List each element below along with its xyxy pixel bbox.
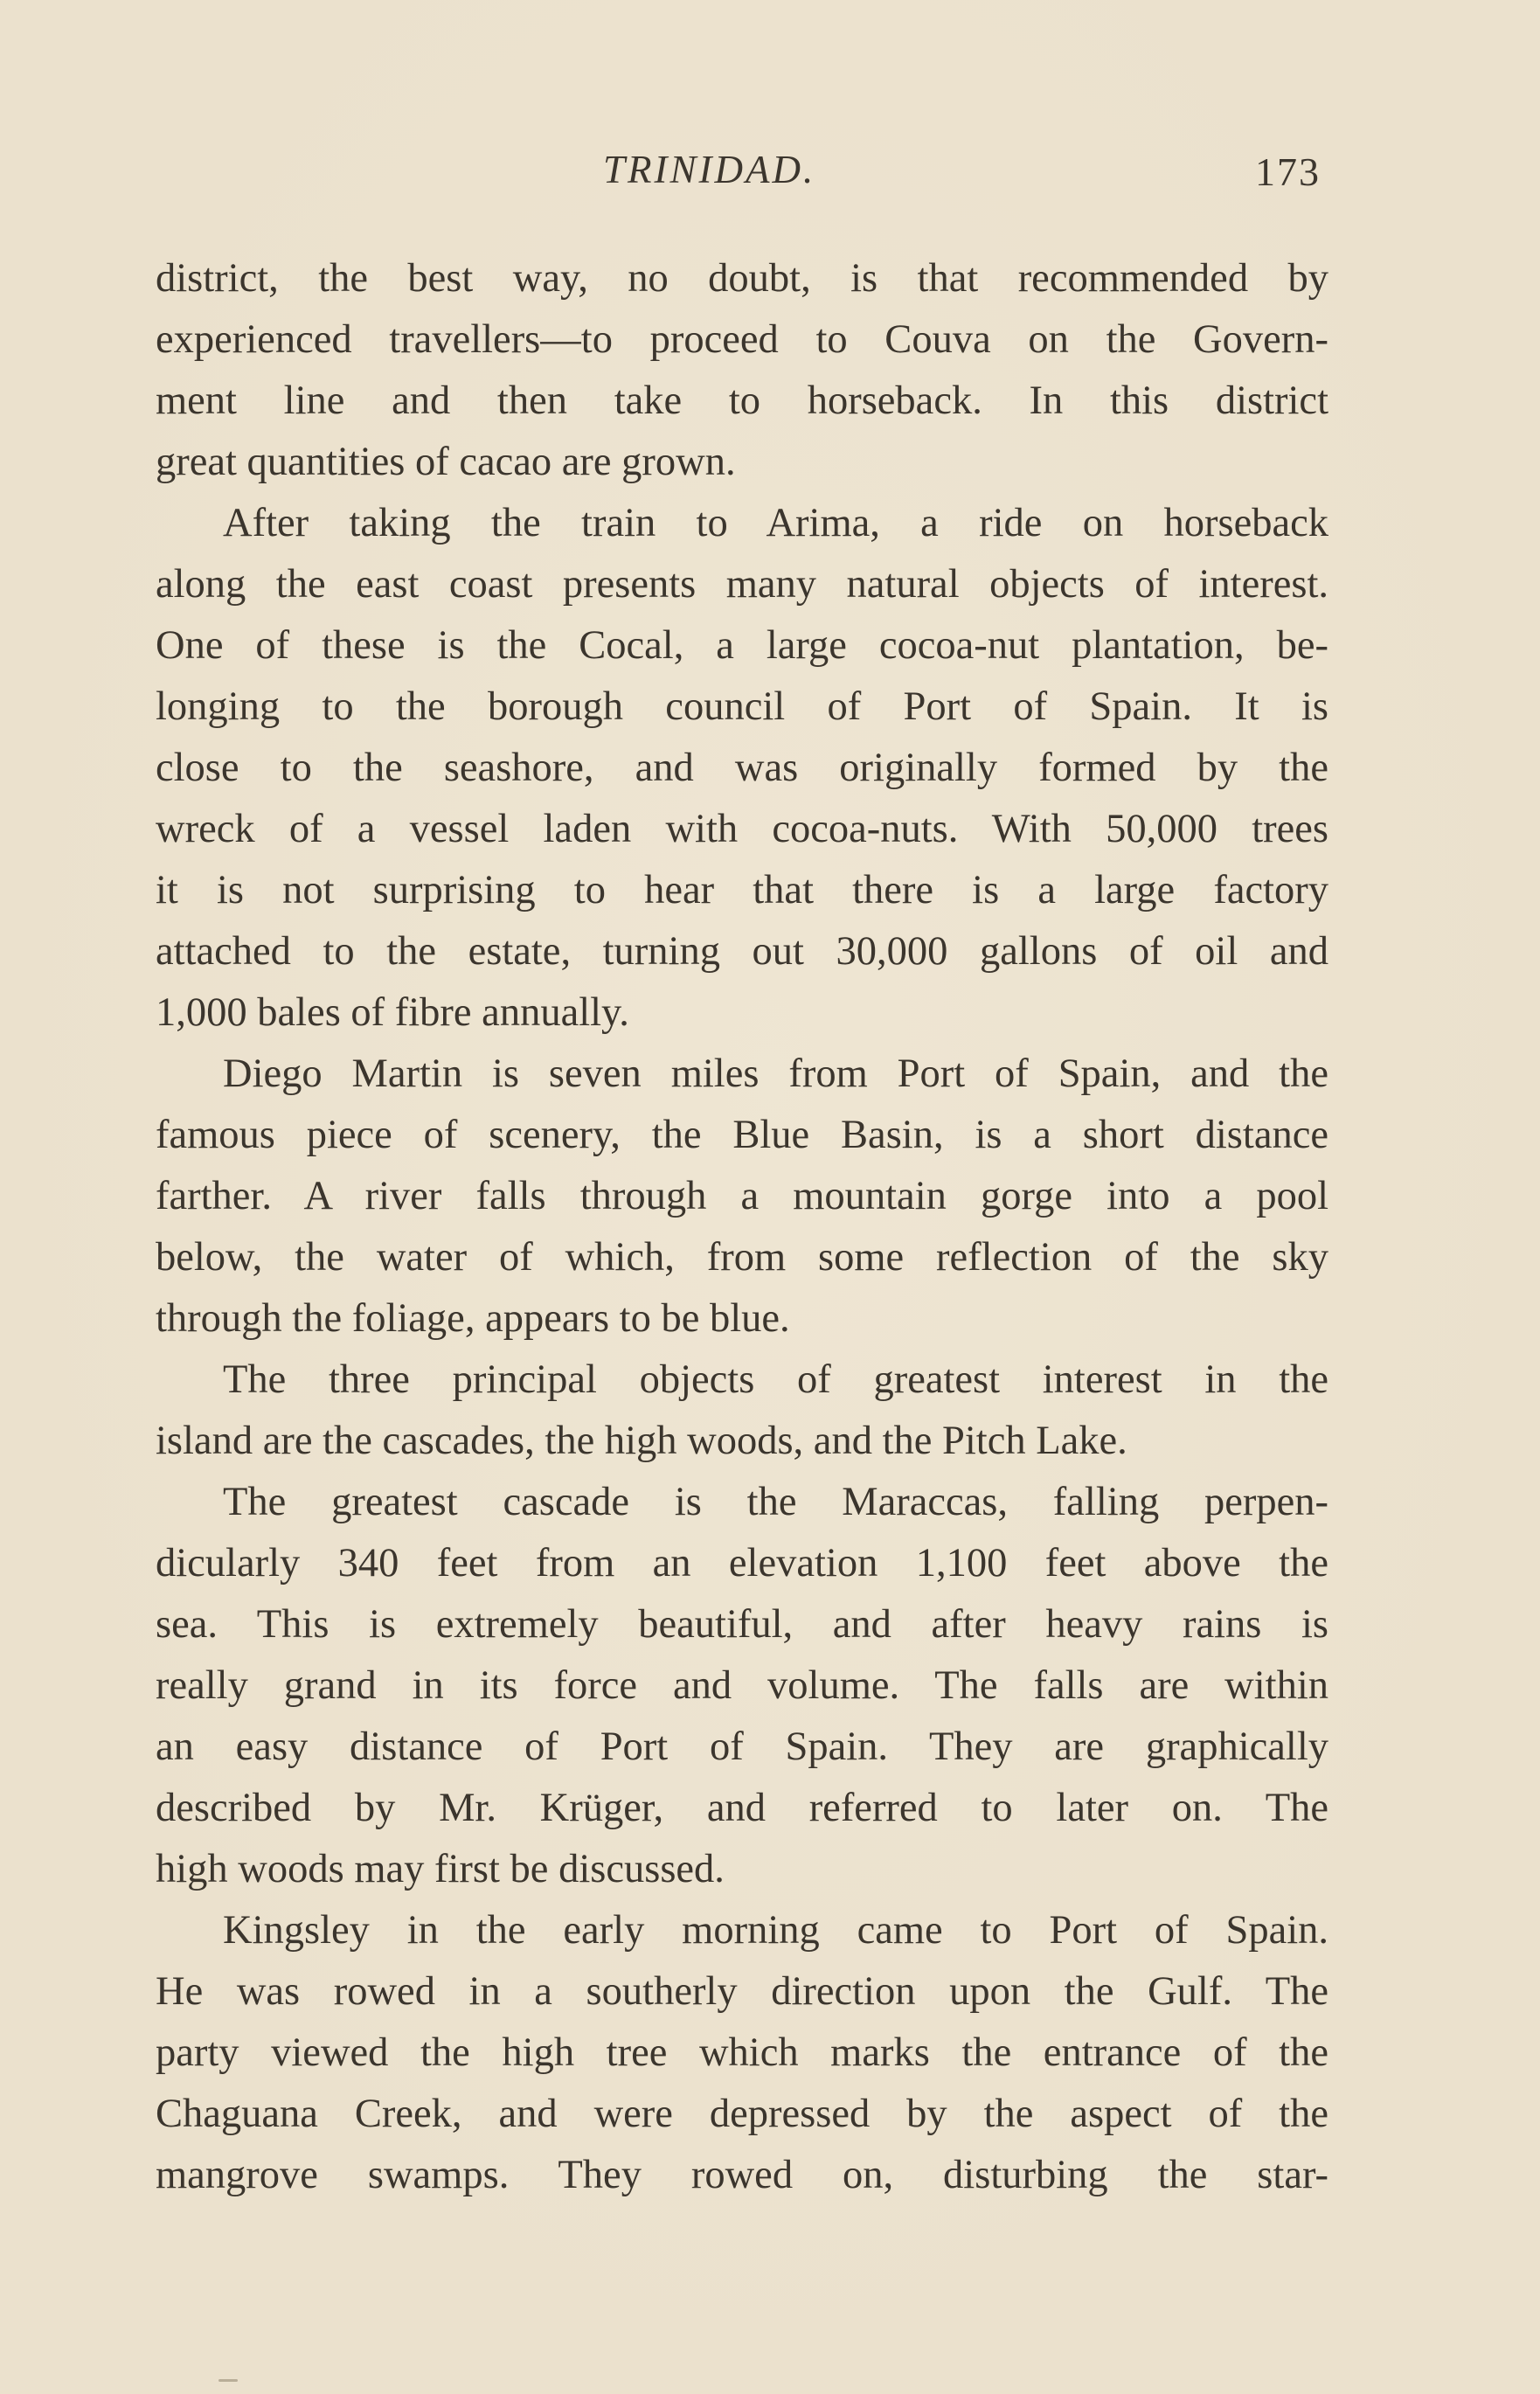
text-line: party viewed the high tree which marks the entrance of the [156,2030,1328,2075]
paper-speck [219,2379,238,2382]
text-line: One of these is the Cocal, a large cocoa-nut plantation, be- [156,623,1328,668]
text-line: described by Mr. Krüger, and referred to later on. The [156,1786,1328,1830]
text-line: Chaguana Creek, and were depressed by the aspect of the [156,2092,1328,2136]
text-line: close to the seashore, and was originally formed by the [156,746,1328,790]
text-line: an easy distance of Port of Spain. They are graphically [156,1724,1328,1769]
text-line: below, the water of which, from some reflection of the sky [156,1235,1328,1280]
text-line: sea. This is extremely beautiful, and after heavy rains is [156,1602,1328,1647]
text-line: The greatest cascade is the Maraccas, falling perpen- [223,1480,1328,1524]
running-head-title: TRINIDAD. [603,148,816,191]
text-line: island are the cascades, the high woods, and the Pitch Lake. [156,1419,1127,1463]
text-line: along the east coast presents many natural objects of interest. [156,562,1328,607]
text-line: it is not surprising to hear that there is a large factory [156,868,1328,912]
text-line: He was rowed in a southerly direction upon the Gulf. The [156,1969,1328,2014]
text-line: 1,000 bales of fibre annually. [156,990,629,1035]
text-line: Diego Martin is seven miles from Port of Spain, and the [223,1051,1328,1096]
text-line: Kingsley in the early morning came to Port of Spain. [223,1908,1328,1953]
text-line: dicularly 340 feet from an elevation 1,100 feet above the [156,1541,1328,1586]
running-head [0,147,1540,199]
page-number: 173 [1255,149,1321,194]
text-line: famous piece of scenery, the Blue Basin, is a short distance [156,1113,1328,1157]
text-line: district, the best way, no doubt, is that recommended by [156,256,1328,301]
text-line: attached to the estate, turning out 30,000 gallons of oil and [156,929,1328,974]
text-line: ment line and then take to horseback. In this district [156,378,1328,423]
body-text [156,248,1328,2206]
text-line: great quantities of cacao are grown. [156,440,736,484]
text-line: farther. A river falls through a mountain gorge into a pool [156,1174,1328,1218]
text-line: high woods may first be discussed. [156,1847,725,1891]
text-line: The three principal objects of greatest interest in the [223,1357,1328,1402]
text-line: experienced travellers—to proceed to Couva on the Govern- [156,317,1328,362]
text-line: through the foliage, appears to be blue. [156,1296,790,1341]
text-line: longing to the borough council of Port of Spain. It is [156,684,1328,729]
text-line: After taking the train to Arima, a ride on horseback [223,501,1328,545]
text-line: really grand in its force and volume. The falls are within [156,1663,1328,1708]
text-line: mangrove swamps. They rowed on, disturbing the star- [156,2153,1328,2197]
text-line: wreck of a vessel laden with cocoa-nuts. With 50,000 trees [156,807,1328,851]
